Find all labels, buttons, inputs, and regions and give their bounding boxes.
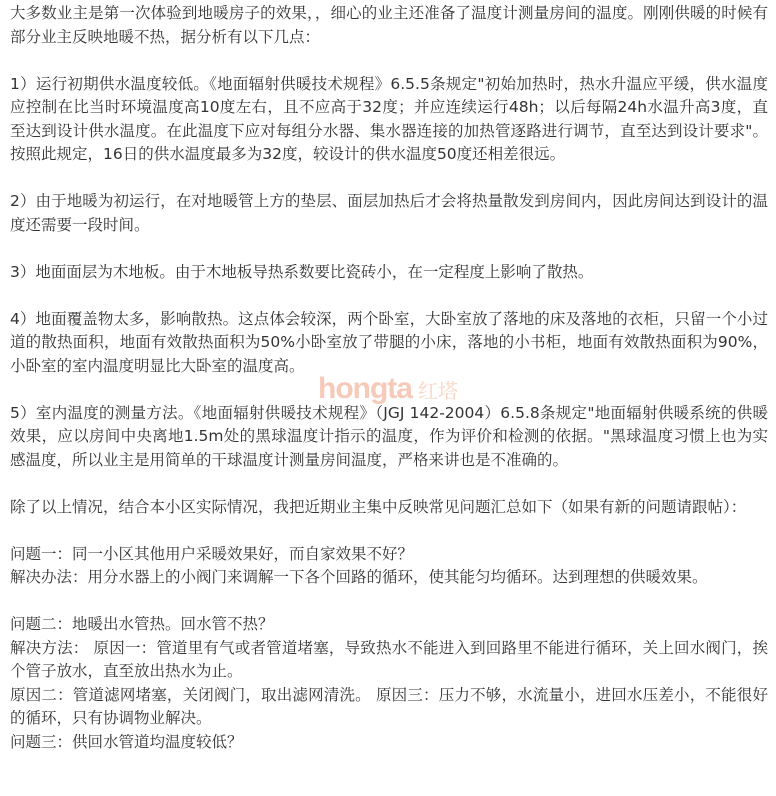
- question-2: 问题二：地暖出水管热。回水管不热？: [10, 615, 274, 633]
- answer-1: 解决办法：用分水器上的小阀门来调解一下各个回路的循环，使其能匀均循环。达到理想的供暖效果。: [10, 568, 708, 586]
- watermark-chinese-text: 红塔: [417, 378, 458, 403]
- point-2-paragraph: 2）由于地暖为初运行，在对地暖管上方的垫层、面层加热后才会将热量散发到房间内，因此房间达到设计的温度还需要一段时间。: [10, 192, 768, 234]
- summary-paragraph: 除了以上情况，结合本小区实际情况，我把近期业主集中反映常见问题汇总如下（如果有新的问题请跟帖）：: [10, 497, 747, 516]
- question-1: 问题一：同一小区其他用户采暖效果好，而自家效果不好？: [10, 544, 414, 563]
- watermark-latin-text: hongta: [318, 372, 412, 405]
- point-3-paragraph: 3）地面面层为木地板。由于木地板导热系数要比瓷砖小，在一定程度上影响了散热。: [10, 262, 594, 281]
- point-1-paragraph: 1）运行初期供水温度较低。《地面辐射供暖技术规程》6.5.5条规定"初始加热时，热水升温应平缓，供水温度应控制在比当时环境温度高10度左右，且不应高于32度；并应连续运行48h；以后每隔24h水温升高3度，直至达到设计供水温度。在此温度下应对每组分水器、集水器连接的加热管逐路进行调节，直至达到设计要求"。按照此规定，16日的供水温度最多为32度，较设计的供水温度50度还相差很远。: [10, 74, 768, 163]
- question-3: 问题三：供回水管道均温度较低？: [10, 732, 243, 751]
- intro-paragraph: 大多数业主是第一次体验到地暖房子的效果，，细心的业主还准备了温度计测量房间的温度。刚刚供暖的时候有部分业主反映地暖不热，据分析有以下几点：: [10, 4, 768, 46]
- answer-2-cause-1: 解决方法： 原因一：管道里有气或者管道堵塞，导致热水不能进入到回路里不能进行循环，关上回水阀门，挨个管子放水，直至放出热水为止。: [10, 638, 768, 680]
- point-5-paragraph: 5）室内温度的测量方法。《地面辐射供暖技术规程》（JGJ 142-2004）6.5.8条规定"地面辐射供暖系统的供暖效果，应以房间中央离地1.5m处的黑球温度计指示的温度，作为评价和检测的依据。"黑球温度习惯上也为实感温度，所以业主是用简单的干球温度计测量房间温度，严格来讲也是不准确的。: [10, 403, 768, 469]
- point-4-paragraph: 4）地面覆盖物太多，影响散热。这点体会较深，两个卧室，大卧室放了落地的床及落地的衣柜，只留一个小过道的散热面积，地面有效散热面积为50%小卧室放了带腿的小床，落地的小书柜，地面有效散热面积为90%，小卧室的室内温度明显比大卧室的温度高。: [10, 309, 768, 375]
- article-body: [10, 2, 768, 754]
- answer-2-cause-2-3: 原因二：管道滤网堵塞，关闭阀门，取出滤网清洗。 原因三：压力不够，水流量小，进回水压差小，不能很好的循环，只有协调物业解决。: [10, 685, 768, 727]
